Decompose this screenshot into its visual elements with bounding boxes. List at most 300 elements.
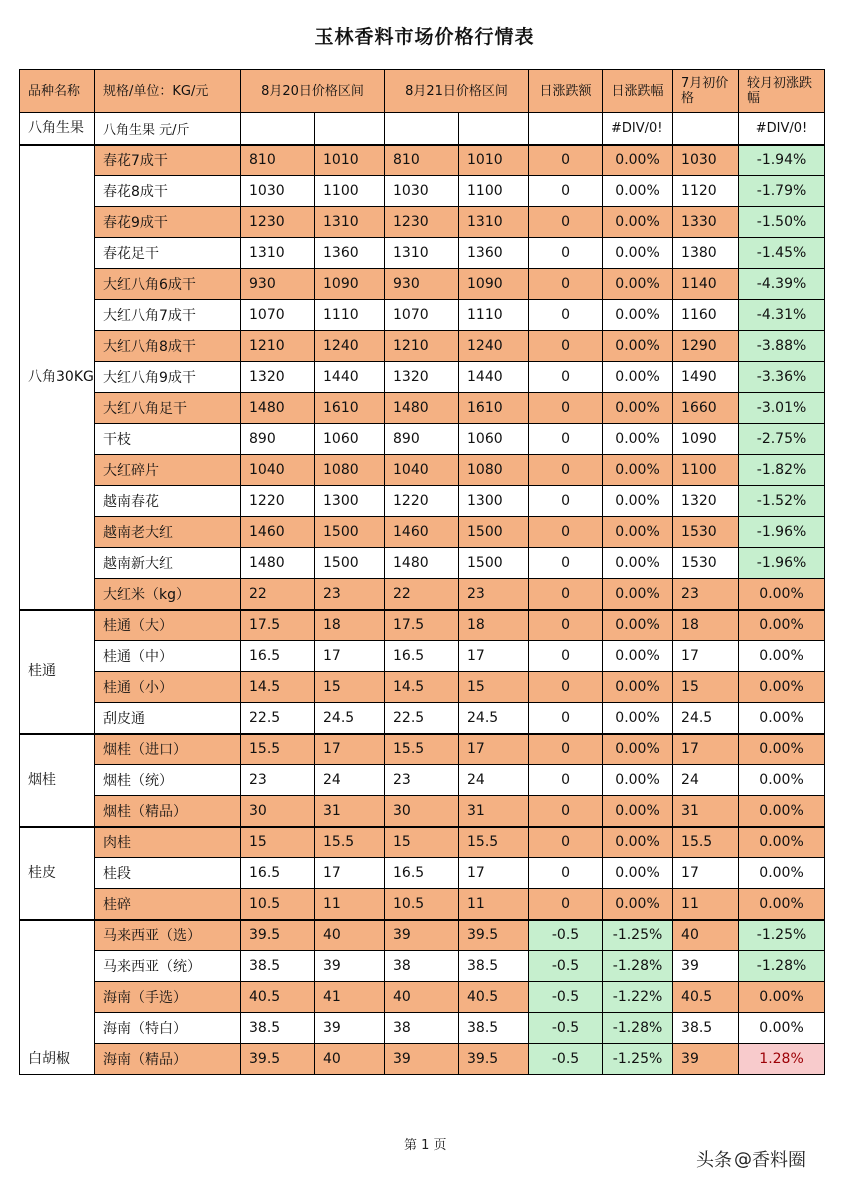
aug20-high-cell: 1110 bbox=[315, 300, 385, 331]
aug21-low-cell: 1210 bbox=[385, 331, 459, 362]
aug20-high-cell: 24.5 bbox=[315, 703, 385, 734]
table-row bbox=[20, 517, 825, 548]
july-price-cell: 15 bbox=[673, 672, 739, 703]
month-pct-cell: 0.00% bbox=[739, 765, 825, 796]
aug21-high-cell: 15 bbox=[459, 672, 529, 703]
daily-pct-cell: 0.00% bbox=[603, 703, 673, 734]
watermark bbox=[696, 1146, 806, 1172]
daily-pct-cell: 0.00% bbox=[603, 269, 673, 300]
daily-change-cell: -0.5 bbox=[529, 982, 603, 1013]
month-pct-cell: -3.01% bbox=[739, 393, 825, 424]
aug21-high-cell: 17 bbox=[459, 734, 529, 765]
aug20-high-cell: 1080 bbox=[315, 455, 385, 486]
aug20-high-cell: 17 bbox=[315, 641, 385, 672]
aug20-low-cell: 16.5 bbox=[241, 641, 315, 672]
aug21-low-cell: 1320 bbox=[385, 362, 459, 393]
aug20-high-cell: 1610 bbox=[315, 393, 385, 424]
aug21-low-cell: 890 bbox=[385, 424, 459, 455]
aug21-high-cell: 1110 bbox=[459, 300, 529, 331]
table-row bbox=[20, 703, 825, 734]
daily-change-cell: 0 bbox=[529, 362, 603, 393]
month-pct-cell: -1.96% bbox=[739, 517, 825, 548]
header-daily-change: 日涨跌额 bbox=[529, 70, 603, 113]
header-aug20: 8月20日价格区间 bbox=[241, 70, 385, 113]
daily-pct-cell: -1.25% bbox=[603, 1044, 673, 1075]
daily-change-cell: 0 bbox=[529, 858, 603, 889]
aug21-low-cell: 1070 bbox=[385, 300, 459, 331]
aug21-high-cell: 1010 bbox=[459, 145, 529, 176]
aug21-low-cell: 39 bbox=[385, 1044, 459, 1075]
aug21-high-cell: 1610 bbox=[459, 393, 529, 424]
daily-change-cell: 0 bbox=[529, 703, 603, 734]
month-pct-cell: #DIV/0! bbox=[739, 113, 825, 145]
aug20-high-cell: 15 bbox=[315, 672, 385, 703]
aug20-high-cell: 1240 bbox=[315, 331, 385, 362]
spec-cell: 桂通（大） bbox=[95, 610, 241, 641]
aug20-low-cell: 1320 bbox=[241, 362, 315, 393]
category-cell: 八角30KG bbox=[20, 145, 95, 610]
daily-pct-cell: 0.00% bbox=[603, 858, 673, 889]
aug20-high-cell: 1440 bbox=[315, 362, 385, 393]
month-pct-cell: -1.25% bbox=[739, 920, 825, 951]
aug21-low-cell: 22 bbox=[385, 579, 459, 610]
daily-pct-cell: -1.22% bbox=[603, 982, 673, 1013]
aug20-low-cell: 39.5 bbox=[241, 920, 315, 951]
aug21-low-cell: 810 bbox=[385, 145, 459, 176]
aug20-low-cell: 15 bbox=[241, 827, 315, 858]
aug21-high-cell: 1100 bbox=[459, 176, 529, 207]
aug21-low-cell: 38 bbox=[385, 1013, 459, 1044]
daily-change-cell: 0 bbox=[529, 765, 603, 796]
aug21-high-cell: 23 bbox=[459, 579, 529, 610]
july-price-cell: 17 bbox=[673, 858, 739, 889]
july-price-cell: 1030 bbox=[673, 145, 739, 176]
month-pct-cell: -1.96% bbox=[739, 548, 825, 579]
daily-change-cell: 0 bbox=[529, 176, 603, 207]
daily-pct-cell: #DIV/0! bbox=[603, 113, 673, 145]
month-pct-cell: 0.00% bbox=[739, 858, 825, 889]
daily-pct-cell: 0.00% bbox=[603, 455, 673, 486]
aug21-low-cell: 930 bbox=[385, 269, 459, 300]
spec-cell: 刮皮通 bbox=[95, 703, 241, 734]
table-row bbox=[20, 424, 825, 455]
aug20-low-cell: 23 bbox=[241, 765, 315, 796]
spec-cell: 烟桂（进口） bbox=[95, 734, 241, 765]
aug21-low-cell: 16.5 bbox=[385, 858, 459, 889]
aug21-low-cell: 10.5 bbox=[385, 889, 459, 920]
daily-change-cell: 0 bbox=[529, 641, 603, 672]
at-icon: @ bbox=[734, 1148, 752, 1170]
price-table bbox=[19, 69, 825, 1075]
table-row bbox=[20, 207, 825, 238]
july-price-cell: 1160 bbox=[673, 300, 739, 331]
daily-change-cell: 0 bbox=[529, 796, 603, 827]
daily-change-cell: 0 bbox=[529, 145, 603, 176]
month-pct-cell: 0.00% bbox=[739, 610, 825, 641]
daily-change-cell: 0 bbox=[529, 548, 603, 579]
daily-pct-cell: 0.00% bbox=[603, 579, 673, 610]
daily-change-cell: 0 bbox=[529, 734, 603, 765]
table-row bbox=[20, 1044, 825, 1075]
aug21-high-cell: 40.5 bbox=[459, 982, 529, 1013]
july-price-cell: 23 bbox=[673, 579, 739, 610]
aug20-low-cell: 39.5 bbox=[241, 1044, 315, 1075]
aug21-low-cell: 1480 bbox=[385, 393, 459, 424]
daily-pct-cell: 0.00% bbox=[603, 765, 673, 796]
daily-change-cell: -0.5 bbox=[529, 1044, 603, 1075]
spec-cell: 桂碎 bbox=[95, 889, 241, 920]
aug21-low-cell: 38 bbox=[385, 951, 459, 982]
aug20-high-cell: 40 bbox=[315, 920, 385, 951]
aug20-high-cell: 39 bbox=[315, 951, 385, 982]
aug21-low-cell: 15.5 bbox=[385, 734, 459, 765]
table-row bbox=[20, 579, 825, 610]
table-row bbox=[20, 734, 825, 765]
spec-cell: 大红八角7成干 bbox=[95, 300, 241, 331]
aug20-low-cell: 17.5 bbox=[241, 610, 315, 641]
aug20-high-cell: 1310 bbox=[315, 207, 385, 238]
month-pct-cell: 0.00% bbox=[739, 641, 825, 672]
daily-pct-cell: 0.00% bbox=[603, 827, 673, 858]
month-pct-cell: -1.45% bbox=[739, 238, 825, 269]
aug21-high-cell: 1300 bbox=[459, 486, 529, 517]
aug21-high-cell: 11 bbox=[459, 889, 529, 920]
month-pct-cell: 0.00% bbox=[739, 703, 825, 734]
spec-cell: 桂通（中） bbox=[95, 641, 241, 672]
july-price-cell: 1490 bbox=[673, 362, 739, 393]
table-row bbox=[20, 1013, 825, 1044]
table-row bbox=[20, 796, 825, 827]
aug21-high-cell: 1080 bbox=[459, 455, 529, 486]
aug21-low-cell: 40 bbox=[385, 982, 459, 1013]
month-pct-cell: -1.50% bbox=[739, 207, 825, 238]
aug20-low-cell: 14.5 bbox=[241, 672, 315, 703]
aug20-high-cell: 17 bbox=[315, 858, 385, 889]
header-month-pct: 较月初涨跌幅 bbox=[739, 70, 825, 113]
page-title: 玉林香料市场价格行情表 bbox=[314, 26, 535, 48]
july-price-cell: 1660 bbox=[673, 393, 739, 424]
daily-pct-cell: 0.00% bbox=[603, 486, 673, 517]
table-row bbox=[20, 641, 825, 672]
aug20-high-cell: 1010 bbox=[315, 145, 385, 176]
july-price-cell: 40.5 bbox=[673, 982, 739, 1013]
month-pct-cell: -4.31% bbox=[739, 300, 825, 331]
aug20-high-cell: 1100 bbox=[315, 176, 385, 207]
spec-cell: 烟桂（统） bbox=[95, 765, 241, 796]
daily-change-cell: 0 bbox=[529, 827, 603, 858]
aug21-high-cell: 1440 bbox=[459, 362, 529, 393]
aug21-low-cell: 1220 bbox=[385, 486, 459, 517]
aug21-low-cell: 39 bbox=[385, 920, 459, 951]
table-row bbox=[20, 486, 825, 517]
month-pct-cell: -1.94% bbox=[739, 145, 825, 176]
aug21-high-cell: 17 bbox=[459, 641, 529, 672]
july-price-cell: 1100 bbox=[673, 455, 739, 486]
aug20-low-cell: 22 bbox=[241, 579, 315, 610]
empty-cell bbox=[459, 113, 529, 145]
aug21-high-cell: 24.5 bbox=[459, 703, 529, 734]
aug20-high-cell: 41 bbox=[315, 982, 385, 1013]
spec-cell: 大红米（kg） bbox=[95, 579, 241, 610]
aug20-low-cell: 810 bbox=[241, 145, 315, 176]
spec-cell: 越南春花 bbox=[95, 486, 241, 517]
july-price-cell: 1290 bbox=[673, 331, 739, 362]
daily-change-cell: 0 bbox=[529, 269, 603, 300]
header-variety: 品种名称 bbox=[20, 70, 95, 113]
daily-pct-cell: 0.00% bbox=[603, 176, 673, 207]
table-row bbox=[20, 548, 825, 579]
aug21-low-cell: 14.5 bbox=[385, 672, 459, 703]
july-price-cell: 1330 bbox=[673, 207, 739, 238]
aug21-high-cell: 1500 bbox=[459, 517, 529, 548]
aug21-high-cell: 38.5 bbox=[459, 951, 529, 982]
daily-change-cell: -0.5 bbox=[529, 920, 603, 951]
aug20-high-cell: 15.5 bbox=[315, 827, 385, 858]
month-pct-cell: 0.00% bbox=[739, 827, 825, 858]
month-pct-cell: 0.00% bbox=[739, 796, 825, 827]
month-pct-cell: 1.28% bbox=[739, 1044, 825, 1075]
daily-pct-cell: 0.00% bbox=[603, 362, 673, 393]
daily-change-cell: 0 bbox=[529, 238, 603, 269]
daily-change-cell: -0.5 bbox=[529, 951, 603, 982]
aug20-low-cell: 1210 bbox=[241, 331, 315, 362]
july-price-cell: 1140 bbox=[673, 269, 739, 300]
category-cell: 桂皮 bbox=[20, 827, 95, 920]
aug20-low-cell: 38.5 bbox=[241, 951, 315, 982]
spec-cell: 大红碎片 bbox=[95, 455, 241, 486]
daily-pct-cell: 0.00% bbox=[603, 610, 673, 641]
table-row bbox=[20, 951, 825, 982]
aug21-high-cell: 39.5 bbox=[459, 920, 529, 951]
daily-pct-cell: 0.00% bbox=[603, 424, 673, 455]
table-row bbox=[20, 176, 825, 207]
spec-cell: 烟桂（精品） bbox=[95, 796, 241, 827]
aug21-low-cell: 16.5 bbox=[385, 641, 459, 672]
table-row bbox=[20, 920, 825, 951]
spec-cell: 春花8成干 bbox=[95, 176, 241, 207]
aug20-low-cell: 15.5 bbox=[241, 734, 315, 765]
daily-change-cell: 0 bbox=[529, 331, 603, 362]
header-aug21: 8月21日价格区间 bbox=[385, 70, 529, 113]
empty-cell bbox=[315, 113, 385, 145]
watermark-left: 头条 bbox=[696, 1150, 732, 1171]
empty-cell bbox=[385, 113, 459, 145]
table-row bbox=[20, 858, 825, 889]
daily-pct-cell: 0.00% bbox=[603, 393, 673, 424]
category-cell: 白胡椒 bbox=[20, 920, 95, 1075]
spec-cell: 春花9成干 bbox=[95, 207, 241, 238]
july-price-cell: 17 bbox=[673, 641, 739, 672]
spec-cell: 马来西亚（选） bbox=[95, 920, 241, 951]
spec-cell: 越南新大红 bbox=[95, 548, 241, 579]
daily-pct-cell: 0.00% bbox=[603, 889, 673, 920]
aug21-low-cell: 1460 bbox=[385, 517, 459, 548]
aug20-low-cell: 890 bbox=[241, 424, 315, 455]
month-pct-cell: -1.79% bbox=[739, 176, 825, 207]
daily-pct-cell: 0.00% bbox=[603, 796, 673, 827]
july-price-cell: 24 bbox=[673, 765, 739, 796]
page-number: 第 1 页 bbox=[404, 1138, 447, 1153]
daily-change-cell: 0 bbox=[529, 889, 603, 920]
month-pct-cell: 0.00% bbox=[739, 734, 825, 765]
spec-cell: 越南老大红 bbox=[95, 517, 241, 548]
month-pct-cell: -3.88% bbox=[739, 331, 825, 362]
aug21-low-cell: 1310 bbox=[385, 238, 459, 269]
aug20-low-cell: 22.5 bbox=[241, 703, 315, 734]
spec-cell: 马来西亚（统） bbox=[95, 951, 241, 982]
month-pct-cell: 0.00% bbox=[739, 672, 825, 703]
aug20-high-cell: 1360 bbox=[315, 238, 385, 269]
table-row bbox=[20, 455, 825, 486]
july-price-cell: 40 bbox=[673, 920, 739, 951]
july-price-cell: 1320 bbox=[673, 486, 739, 517]
aug20-low-cell: 1040 bbox=[241, 455, 315, 486]
category-cell: 桂通 bbox=[20, 610, 95, 734]
spec-cell: 肉桂 bbox=[95, 827, 241, 858]
daily-change-cell: -0.5 bbox=[529, 1013, 603, 1044]
daily-pct-cell: 0.00% bbox=[603, 300, 673, 331]
month-pct-cell: 0.00% bbox=[739, 1013, 825, 1044]
aug20-low-cell: 930 bbox=[241, 269, 315, 300]
aug21-low-cell: 17.5 bbox=[385, 610, 459, 641]
july-price-cell: 17 bbox=[673, 734, 739, 765]
aug20-low-cell: 1230 bbox=[241, 207, 315, 238]
july-price-cell: 39 bbox=[673, 1044, 739, 1075]
table-row bbox=[20, 238, 825, 269]
daily-pct-cell: 0.00% bbox=[603, 238, 673, 269]
spec-cell: 海南（特白） bbox=[95, 1013, 241, 1044]
aug21-high-cell: 1360 bbox=[459, 238, 529, 269]
spec-cell: 海南（精品） bbox=[95, 1044, 241, 1075]
daily-change-cell: 0 bbox=[529, 517, 603, 548]
spec-cell: 大红八角足干 bbox=[95, 393, 241, 424]
table-row bbox=[20, 300, 825, 331]
header-spec: 规格/单位：KG/元 bbox=[95, 70, 241, 113]
daily-pct-cell: 0.00% bbox=[603, 207, 673, 238]
july-price-cell: 31 bbox=[673, 796, 739, 827]
aug20-high-cell: 17 bbox=[315, 734, 385, 765]
spec-cell: 海南（手选） bbox=[95, 982, 241, 1013]
aug20-low-cell: 1460 bbox=[241, 517, 315, 548]
aug21-high-cell: 17 bbox=[459, 858, 529, 889]
month-pct-cell: -1.82% bbox=[739, 455, 825, 486]
month-pct-cell: -3.36% bbox=[739, 362, 825, 393]
daily-pct-cell: 0.00% bbox=[603, 331, 673, 362]
aug21-high-cell: 24 bbox=[459, 765, 529, 796]
daily-change-cell: 0 bbox=[529, 486, 603, 517]
july-price-cell: 18 bbox=[673, 610, 739, 641]
aug20-high-cell: 11 bbox=[315, 889, 385, 920]
table-row bbox=[20, 889, 825, 920]
aug20-low-cell: 1310 bbox=[241, 238, 315, 269]
aug20-high-cell: 39 bbox=[315, 1013, 385, 1044]
daily-change-cell: 0 bbox=[529, 672, 603, 703]
aug20-low-cell: 1030 bbox=[241, 176, 315, 207]
daily-change-cell: 0 bbox=[529, 393, 603, 424]
july-price-cell: 1530 bbox=[673, 548, 739, 579]
daily-change-cell: 0 bbox=[529, 455, 603, 486]
month-pct-cell: -4.39% bbox=[739, 269, 825, 300]
aug21-high-cell: 38.5 bbox=[459, 1013, 529, 1044]
table-row bbox=[20, 610, 825, 641]
aug20-high-cell: 24 bbox=[315, 765, 385, 796]
daily-change-cell: 0 bbox=[529, 610, 603, 641]
aug21-low-cell: 22.5 bbox=[385, 703, 459, 734]
daily-pct-cell: -1.25% bbox=[603, 920, 673, 951]
aug20-high-cell: 31 bbox=[315, 796, 385, 827]
month-pct-cell: 0.00% bbox=[739, 982, 825, 1013]
july-price-cell: 1380 bbox=[673, 238, 739, 269]
aug21-high-cell: 1090 bbox=[459, 269, 529, 300]
table-row bbox=[20, 145, 825, 176]
spec-cell: 八角生果 元/斤 bbox=[95, 113, 241, 145]
daily-pct-cell: 0.00% bbox=[603, 517, 673, 548]
daily-pct-cell: -1.28% bbox=[603, 951, 673, 982]
aug20-low-cell: 1480 bbox=[241, 548, 315, 579]
month-pct-cell: -1.28% bbox=[739, 951, 825, 982]
july-price-cell: 38.5 bbox=[673, 1013, 739, 1044]
july-price-cell: 11 bbox=[673, 889, 739, 920]
aug21-high-cell: 18 bbox=[459, 610, 529, 641]
daily-pct-cell: 0.00% bbox=[603, 672, 673, 703]
aug20-low-cell: 10.5 bbox=[241, 889, 315, 920]
empty-cell bbox=[529, 113, 603, 145]
daily-change-cell: 0 bbox=[529, 579, 603, 610]
aug21-high-cell: 39.5 bbox=[459, 1044, 529, 1075]
table-row bbox=[20, 113, 825, 145]
july-price-cell: 1090 bbox=[673, 424, 739, 455]
aug21-high-cell: 1500 bbox=[459, 548, 529, 579]
spec-cell: 桂段 bbox=[95, 858, 241, 889]
table-row bbox=[20, 269, 825, 300]
table-row bbox=[20, 393, 825, 424]
daily-pct-cell: 0.00% bbox=[603, 641, 673, 672]
table-row bbox=[20, 331, 825, 362]
category-cell: 八角生果 bbox=[20, 113, 95, 145]
spec-cell: 大红八角9成干 bbox=[95, 362, 241, 393]
spec-cell: 大红八角6成干 bbox=[95, 269, 241, 300]
aug21-high-cell: 1060 bbox=[459, 424, 529, 455]
header-row bbox=[20, 70, 825, 113]
aug21-high-cell: 31 bbox=[459, 796, 529, 827]
july-price-cell: 39 bbox=[673, 951, 739, 982]
aug20-low-cell: 1480 bbox=[241, 393, 315, 424]
july-price-cell: 1120 bbox=[673, 176, 739, 207]
aug21-low-cell: 1480 bbox=[385, 548, 459, 579]
aug20-low-cell: 1070 bbox=[241, 300, 315, 331]
spec-cell: 干枝 bbox=[95, 424, 241, 455]
aug21-low-cell: 1030 bbox=[385, 176, 459, 207]
aug20-high-cell: 1060 bbox=[315, 424, 385, 455]
aug21-low-cell: 15 bbox=[385, 827, 459, 858]
aug21-low-cell: 1230 bbox=[385, 207, 459, 238]
spec-cell: 大红八角8成干 bbox=[95, 331, 241, 362]
july-price-cell: 15.5 bbox=[673, 827, 739, 858]
month-pct-cell: 0.00% bbox=[739, 889, 825, 920]
aug20-high-cell: 1500 bbox=[315, 548, 385, 579]
daily-change-cell: 0 bbox=[529, 424, 603, 455]
daily-pct-cell: 0.00% bbox=[603, 145, 673, 176]
aug20-low-cell: 16.5 bbox=[241, 858, 315, 889]
daily-pct-cell: -1.28% bbox=[603, 1013, 673, 1044]
aug20-high-cell: 18 bbox=[315, 610, 385, 641]
category-cell: 烟桂 bbox=[20, 734, 95, 827]
aug21-high-cell: 1240 bbox=[459, 331, 529, 362]
aug21-low-cell: 23 bbox=[385, 765, 459, 796]
table-row bbox=[20, 765, 825, 796]
aug20-low-cell: 1220 bbox=[241, 486, 315, 517]
aug20-high-cell: 1300 bbox=[315, 486, 385, 517]
